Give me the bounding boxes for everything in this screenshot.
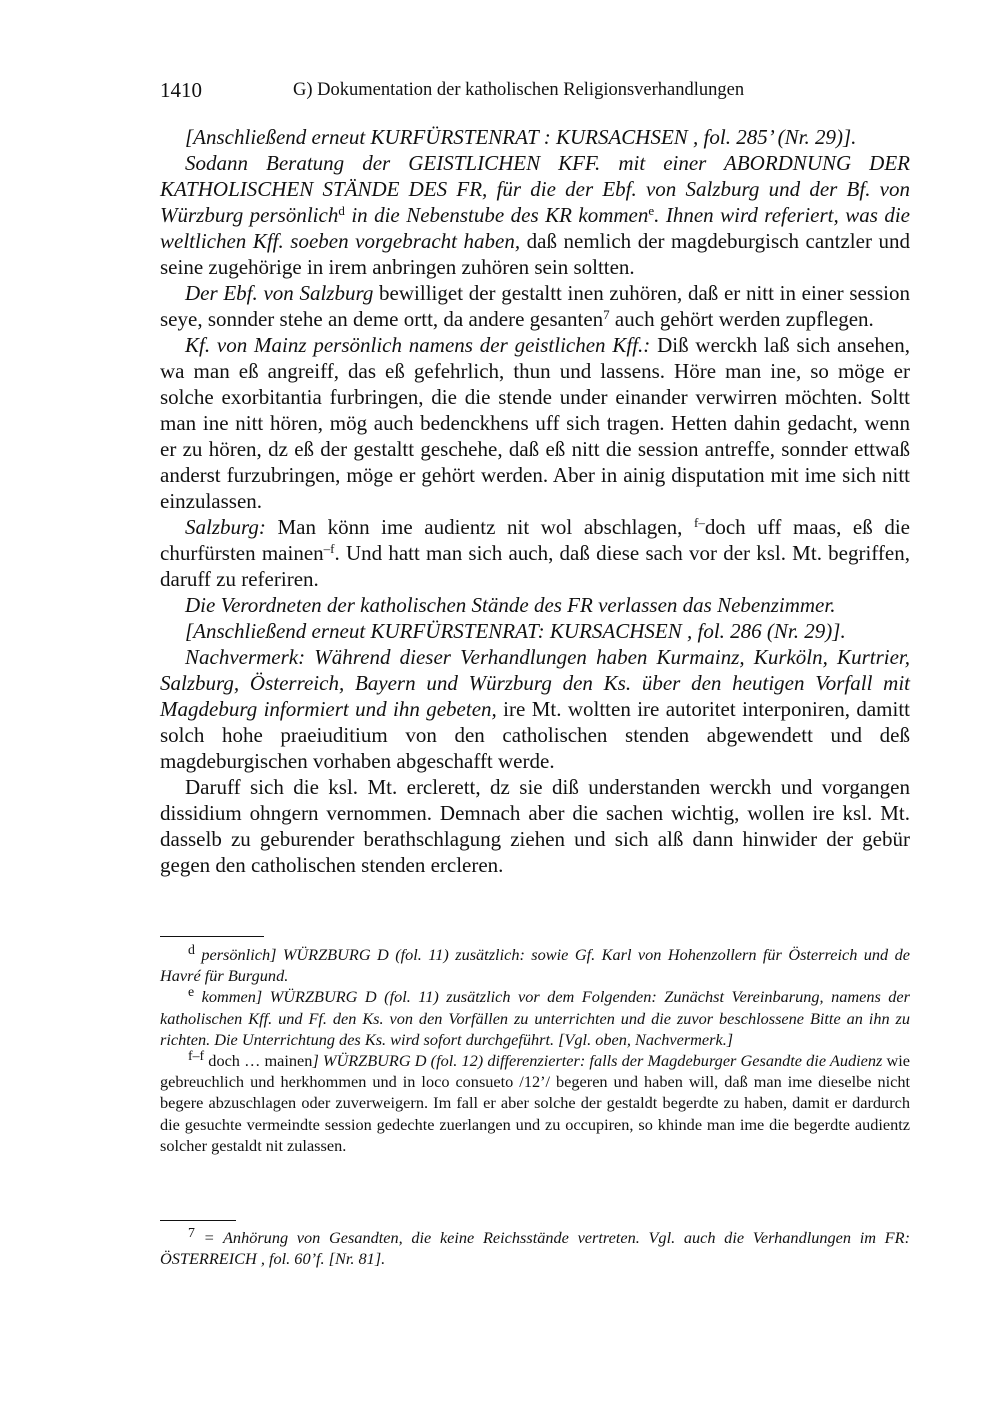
paragraph-6 [160,592,910,618]
speaker: Salzburg: [185,515,266,539]
editorial-note: [Anschließend erneut KURFÜRSTENRAT: KURSACHSEN , fol. 286 (Nr. 29)]. [185,619,846,643]
paragraph-1 [160,124,910,150]
paragraph-7 [160,618,910,644]
paragraph-3 [160,280,910,332]
source-text: doch uff maas, eß die churfürsten mainen [160,515,911,565]
paragraph-8 [160,644,910,774]
apparatus-mark-f-open[interactable]: f– [693,514,705,530]
editorial-summary-cont: in die Nebenstube des KR kommen [344,203,649,227]
apparatus-mark: e [188,984,195,1000]
editorial-note: [Anschließend erneut KURFÜRSTENRAT : KURSACHSEN , fol. 285’ (Nr. 29)]. [185,125,857,149]
source-text: Man könn ime audientz nit wol abschlagen, [265,515,694,539]
editorial-summary-cont: . Ihnen wird referiert, was die weltlichen Kff. soeben vorgebracht haben, [160,203,910,253]
speaker: Der Ebf. von Salzburg [185,281,374,305]
apparatus-entry-f [160,1047,910,1156]
apparatus-lemma: doch … mainen [208,1051,313,1071]
paragraph-9 [160,774,910,878]
apparatus-mark-e[interactable]: e [648,202,655,218]
footnotes [160,1224,910,1269]
apparatus-mark-f-close[interactable]: –f [323,540,335,556]
source-text: Diß werckh laß sich ansehen, wa man eß angreiff, das eß gefehrlich, thun und lassens. Höre man ine, so möge er solche exorbitantia furbringen, die die stende under einander verwirren möchten. Soltt man ine nitt hören, mög auch bedenckhens uff sich tragen. Hetten dahin gedacht, wenn er zu hören, dz eß der gestaltt geschehe, daß eß nitt die session antreffe, sonnder ettwaß anderst furzubringen, möge er gehört werden. Aber in ainig disputation mit ime sich nitt einzulassen. [160,333,910,513]
apparatus-entry-e [160,986,910,1050]
running-title: G) Dokumentation der katholischen Religionsverhandlungen [293,80,745,100]
apparatus-text: ] WÜRZBURG D (fol. 12) differenzierter: falls der Magdeburger Gesandte die Audienz [312,1051,883,1071]
apparatus-divider [160,936,264,937]
apparatus-mark: f–f [188,1047,205,1063]
source-text: Daruff sich die ksl. Mt. erclerett, dz sie diß understanden werckh und vorgangen dissidium ohngern vernommen. Demnach aber die sachen wichtig, wollen ire ksl. Mt. dasselb zu geburender berathschlagung ziehen und sich alß dann hinwider der gebür gegen den catholischen stenden ercleren. [160,775,910,877]
apparatus-mark-d[interactable]: d [338,202,345,218]
speaker: Kf. von Mainz persönlich namens der geistlichen Kff.: [185,333,651,357]
editorial-summary: Nachvermerk: Während dieser Verhandlungen haben Kurmainz, Kurköln, Kurtrier, Salzburg, Österreich, Bayern und Würzburg den Ks. über den heutigen Vorfall mit Magdeburg informiert und ihn gebeten, [160,645,910,721]
page-number: 1410 [160,78,202,102]
paragraph-4 [160,332,910,514]
footnote-7 [160,1224,910,1269]
source-text: ire Mt. woltten ire autoritet interponiren, damitt solch hohe praeiuditium von den catholischen stenden abgewendett und deß magdeburgischen vorhaben abgeschafft werde. [160,697,910,773]
source-text: daß nemlich der magdeburgisch cantzler und seine zugehörige in irem anbringen zuhören sein soltten. [160,229,910,279]
main-text [160,124,910,878]
apparatus-text: persönlich] WÜRZBURG D (fol. 11) zusätzlich: sowie Gf. Karl von Hohenzollern für Österreich und de Havré für Burgund. [160,945,910,986]
source-text: auch gehört werden zupflegen. [609,307,874,331]
source-text: bewilliget der gestaltt inen zuhören, daß er nitt in einer session seye, sonnder stehe an deme ortt, da andere gesanten [160,281,910,331]
editorial-summary: Sodann Beratung der GEISTLICHEN KFF. mit einer ABORDNUNG DER KATHOLISCHEN STÄNDE DES FR, für die der Ebf. von Salzburg und der Bf. von Würzburg persönlich [160,151,910,227]
footnote-text: = Anhörung von Gesandten, die keine Reichsstände vertreten. Vgl. auch die Verhandlungen im FR: ÖSTERREICH , fol. 60’f. [Nr. 81]. [160,1228,910,1269]
footnote-divider [160,1220,236,1221]
apparatus-mark: d [188,941,195,957]
critical-apparatus [160,941,910,1156]
apparatus-text: kommen] WÜRZBURG D (fol. 11) zusätzlich vor dem Folgenden: Zunächst Vereinbarung, namens der katholischen Kff. und Ff. den Ks. von den Vorfällen zu unterrichten und die zuvor beschlossene Bitte an ihn zu richten. Die Unterrichtung des Ks. wird sofort durchgeführt. [Vgl. oben, Nachvermerk.] [160,987,910,1049]
paragraph-2 [160,150,910,280]
apparatus-variant: wie gebreuchlich und herkhommen und in loco consueto /12’/ begeren und haben will, daß man ime dieselbe nicht begere abzuschlagen oder zuverweigern. Im fall er aber solche der gestaldt begerdte zu haben, damit er dardurch die gesuchte vermeindte session gedechte zuerlangen und zu occupiren, so khinde man ime die begerdte audientz solcher gestaldt nit zulassen. [160,1051,910,1155]
apparatus-entry-d [160,941,910,986]
editorial-note: Die Verordneten der katholischen Stände des FR verlassen das Nebenzimmer. [185,593,836,617]
footnote-mark: 7 [188,1224,195,1240]
footnote-mark-7[interactable]: 7 [603,306,610,322]
paragraph-5 [160,514,910,592]
source-text: . Und hatt man sich auch, daß diese sach vor der ksl. Mt. begriffen, daruff zu referiren. [160,541,910,591]
